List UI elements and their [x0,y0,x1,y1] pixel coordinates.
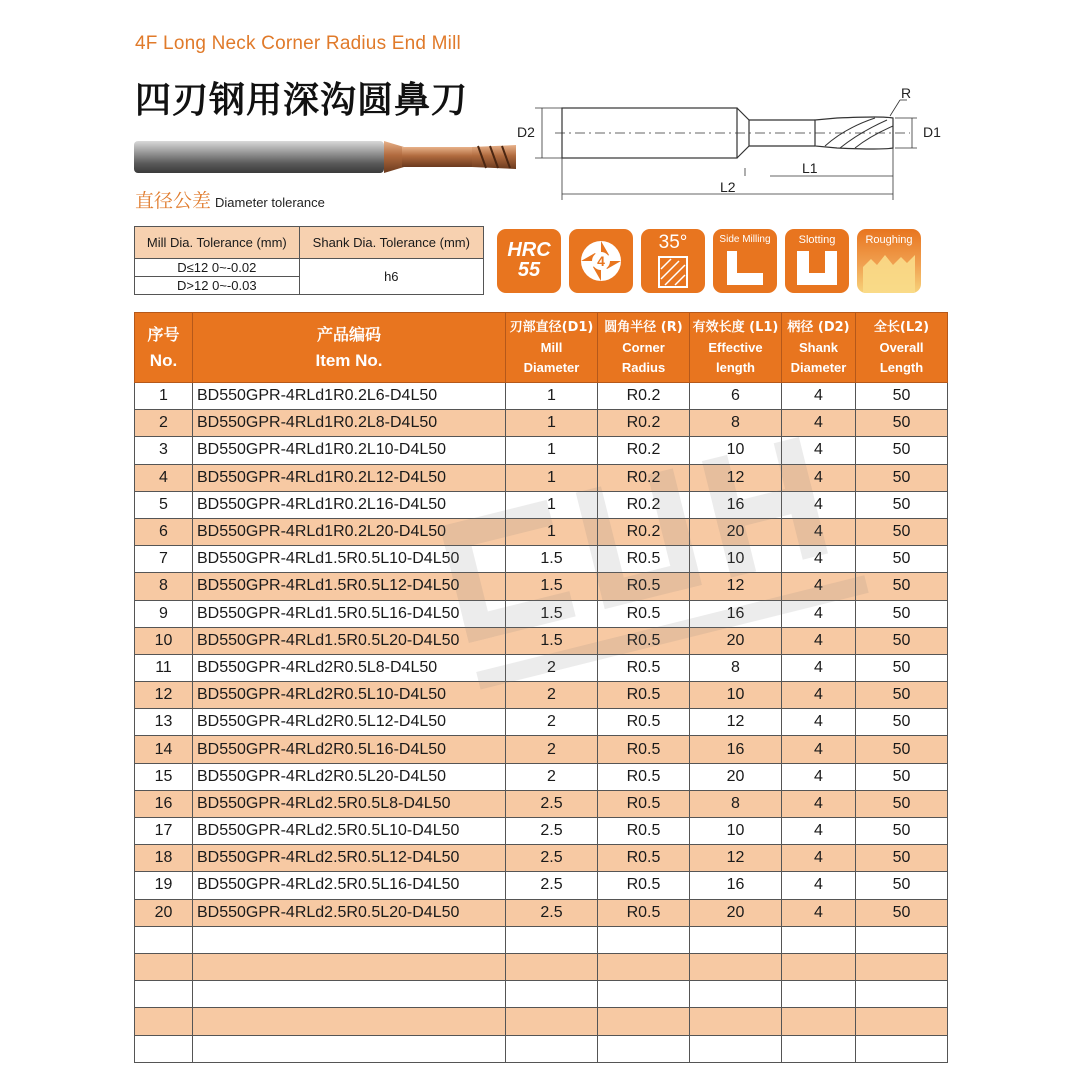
table-row [135,437,948,464]
tolerance-title-en: Diameter tolerance [215,195,325,210]
dimension-drawing [515,80,955,205]
cell-item-no: BD550GPR-4RLd1R0.2L6-D4L50 [193,383,506,410]
table-row [135,682,948,709]
table-row [135,953,948,980]
cell-corner-radius [598,1035,690,1062]
cell-shank-diameter: 4 [782,437,856,464]
tolerance-header-mill: Mill Dia. Tolerance (mm) [135,227,300,259]
cell-overall-length: 50 [856,654,948,681]
cell-no: 17 [135,818,193,845]
cell-effective-length: 8 [690,654,782,681]
cell-item-no: BD550GPR-4RLd2R0.5L20-D4L50 [193,763,506,790]
table-row [135,464,948,491]
cell-no: 10 [135,627,193,654]
table-row [135,899,948,926]
cell-corner-radius: R0.2 [598,437,690,464]
cell-overall-length: 50 [856,518,948,545]
cell-overall-length: 50 [856,410,948,437]
cell-mill-diameter: 2.5 [506,872,598,899]
table-row [135,1008,948,1035]
label-r: R [901,85,912,101]
cell-corner-radius [598,953,690,980]
cell-no [135,926,193,953]
cell-corner-radius: R0.5 [598,600,690,627]
cell-mill-diameter: 2 [506,763,598,790]
table-row [135,736,948,763]
table-row [135,654,948,681]
cell-item-no: BD550GPR-4RLd1R0.2L8-D4L50 [193,410,506,437]
cell-shank-diameter: 4 [782,790,856,817]
cell-corner-radius: R0.2 [598,410,690,437]
cell-corner-radius: R0.2 [598,518,690,545]
cell-effective-length: 12 [690,709,782,736]
cell-mill-diameter [506,1008,598,1035]
helix-angle: 35° [658,232,688,253]
cell-shank-diameter: 4 [782,464,856,491]
header-effective-length: 有效长度 (L1) Effective length [690,313,782,383]
cell-item-no: BD550GPR-4RLd2.5R0.5L16-D4L50 [193,872,506,899]
label-d2: D2 [517,124,535,140]
cell-no: 18 [135,845,193,872]
table-row [135,627,948,654]
table-row [135,763,948,790]
cell-no: 16 [135,790,193,817]
cell-effective-length: 16 [690,736,782,763]
product-table [134,312,948,1063]
cell-overall-length: 50 [856,709,948,736]
cell-mill-diameter [506,953,598,980]
cell-shank-diameter: 4 [782,518,856,545]
slotting-badge [785,229,849,293]
cell-mill-diameter: 1 [506,437,598,464]
cell-corner-radius [598,1008,690,1035]
cell-shank-diameter: 4 [782,845,856,872]
four-flute-icon [569,229,633,293]
flutes-badge [569,229,633,293]
header-mill-diameter: 刃部直径(D1) Mill Diameter [506,313,598,383]
cell-shank-diameter: 4 [782,872,856,899]
table-row [135,491,948,518]
cell-mill-diameter: 2 [506,736,598,763]
cell-shank-diameter: 4 [782,410,856,437]
cell-effective-length: 16 [690,600,782,627]
cell-mill-diameter: 1 [506,410,598,437]
table-row [135,546,948,573]
cell-no: 20 [135,899,193,926]
table-row [135,872,948,899]
cell-no [135,953,193,980]
cell-mill-diameter: 2.5 [506,845,598,872]
cell-corner-radius: R0.5 [598,627,690,654]
table-row [135,818,948,845]
cell-effective-length [690,981,782,1008]
cell-mill-diameter: 1 [506,491,598,518]
tolerance-table [134,226,484,295]
cell-item-no [193,953,506,980]
cell-item-no: BD550GPR-4RLd1R0.2L12-D4L50 [193,464,506,491]
cell-overall-length: 50 [856,464,948,491]
cell-item-no: BD550GPR-4RLd1.5R0.5L16-D4L50 [193,600,506,627]
cell-no [135,1035,193,1062]
cell-overall-length: 50 [856,818,948,845]
cell-shank-diameter: 4 [782,546,856,573]
cell-item-no: BD550GPR-4RLd1.5R0.5L20-D4L50 [193,627,506,654]
cell-overall-length: 50 [856,573,948,600]
helix-icon [641,229,705,293]
table-row [135,410,948,437]
slotting-icon [785,229,849,293]
cell-no: 3 [135,437,193,464]
cell-corner-radius: R0.2 [598,464,690,491]
cell-no: 4 [135,464,193,491]
cell-no: 15 [135,763,193,790]
header-shank-diameter: 柄径 (D2) Shank Diameter [782,313,856,383]
table-row [135,1035,948,1062]
cell-shank-diameter: 4 [782,491,856,518]
cell-item-no [193,1035,506,1062]
cell-shank-diameter: 4 [782,600,856,627]
cell-effective-length: 10 [690,546,782,573]
cell-item-no: BD550GPR-4RLd2R0.5L12-D4L50 [193,709,506,736]
cell-corner-radius: R0.2 [598,491,690,518]
cell-corner-radius: R0.5 [598,763,690,790]
side-milling-label: Side Milling [719,234,771,245]
cell-corner-radius [598,981,690,1008]
cell-no: 5 [135,491,193,518]
hrc-label: HRC [507,239,551,261]
side-milling-badge [713,229,777,293]
tolerance-title-cn: 直径公差 [135,190,212,212]
cell-effective-length: 8 [690,410,782,437]
title-english: 4F Long Neck Corner Radius End Mill [135,33,461,54]
cell-no [135,1008,193,1035]
cell-effective-length: 20 [690,763,782,790]
cell-shank-diameter: 4 [782,654,856,681]
cell-overall-length [856,1008,948,1035]
cell-corner-radius: R0.5 [598,573,690,600]
cell-mill-diameter: 2 [506,654,598,681]
cell-item-no: BD550GPR-4RLd1.5R0.5L12-D4L50 [193,573,506,600]
cell-effective-length: 20 [690,899,782,926]
cell-item-no: BD550GPR-4RLd1R0.2L20-D4L50 [193,518,506,545]
cell-no: 13 [135,709,193,736]
cell-effective-length: 16 [690,491,782,518]
cell-item-no: BD550GPR-4RLd1R0.2L16-D4L50 [193,491,506,518]
cell-effective-length: 20 [690,627,782,654]
header-no: 序号 No. [135,313,193,383]
cell-overall-length: 50 [856,899,948,926]
cell-shank-diameter: 4 [782,899,856,926]
cell-overall-length: 50 [856,383,948,410]
label-l2: L2 [720,179,736,195]
cell-mill-diameter: 2.5 [506,790,598,817]
cell-mill-diameter: 1.5 [506,573,598,600]
cell-corner-radius: R0.2 [598,383,690,410]
cell-effective-length: 10 [690,818,782,845]
cell-mill-diameter: 2.5 [506,818,598,845]
table-row [135,790,948,817]
cell-shank-diameter: 4 [782,709,856,736]
cell-mill-diameter: 1.5 [506,600,598,627]
cell-mill-diameter: 1.5 [506,627,598,654]
cell-effective-length [690,953,782,980]
cell-effective-length: 10 [690,682,782,709]
cell-no: 9 [135,600,193,627]
roughing-icon [857,229,921,293]
cell-item-no [193,926,506,953]
cell-mill-diameter: 1 [506,383,598,410]
cell-no: 2 [135,410,193,437]
cell-corner-radius: R0.5 [598,654,690,681]
end-mill-photo [134,136,516,178]
cell-overall-length: 50 [856,790,948,817]
cell-effective-length: 20 [690,518,782,545]
roughing-label: Roughing [865,234,913,246]
cell-item-no: BD550GPR-4RLd2.5R0.5L10-D4L50 [193,818,506,845]
title-chinese: 四刃钢用深沟圆鼻刀 [135,80,469,121]
table-row [135,926,948,953]
tolerance-title [135,186,325,213]
cell-effective-length: 10 [690,437,782,464]
cell-no: 14 [135,736,193,763]
side-milling-icon [713,229,777,293]
cell-overall-length [856,1035,948,1062]
tolerance-row-2: D>12 0~-0.03 [135,277,300,295]
cell-overall-length: 50 [856,845,948,872]
cell-mill-diameter: 1.5 [506,546,598,573]
cell-mill-diameter: 2.5 [506,899,598,926]
cell-effective-length: 8 [690,790,782,817]
cell-effective-length: 16 [690,872,782,899]
cell-shank-diameter: 4 [782,818,856,845]
cell-shank-diameter [782,1008,856,1035]
cell-item-no: BD550GPR-4RLd2.5R0.5L20-D4L50 [193,899,506,926]
table-row [135,709,948,736]
hrc-badge [497,229,561,293]
cell-item-no: BD550GPR-4RLd2R0.5L16-D4L50 [193,736,506,763]
slotting-label: Slotting [798,234,836,246]
cell-no: 12 [135,682,193,709]
cell-item-no [193,1008,506,1035]
cell-corner-radius: R0.5 [598,818,690,845]
roughing-badge [857,229,921,293]
cell-no: 7 [135,546,193,573]
cell-shank-diameter [782,953,856,980]
header-corner-radius: 圆角半径 (R) Corner Radius [598,313,690,383]
cell-effective-length [690,926,782,953]
cell-mill-diameter: 1 [506,464,598,491]
header-item-no: 产品编码 Item No. [193,313,506,383]
cell-effective-length: 12 [690,573,782,600]
cell-effective-length: 6 [690,383,782,410]
cell-shank-diameter: 4 [782,573,856,600]
cell-shank-diameter: 4 [782,627,856,654]
cell-item-no: BD550GPR-4RLd2.5R0.5L8-D4L50 [193,790,506,817]
cell-corner-radius [598,926,690,953]
cell-shank-diameter: 4 [782,383,856,410]
header-overall-length: 全长(L2) Overall Length [856,313,948,383]
feature-badges [497,229,921,293]
cell-shank-diameter: 4 [782,682,856,709]
cell-overall-length: 50 [856,546,948,573]
cell-shank-diameter [782,926,856,953]
cell-shank-diameter: 4 [782,763,856,790]
table-row [135,518,948,545]
tolerance-header-shank: Shank Dia. Tolerance (mm) [299,227,483,259]
flutes-count: 4 [597,253,605,269]
cell-no: 11 [135,654,193,681]
cell-corner-radius: R0.5 [598,736,690,763]
cell-item-no: BD550GPR-4RLd2.5R0.5L12-D4L50 [193,845,506,872]
cell-corner-radius: R0.5 [598,546,690,573]
cell-overall-length: 50 [856,491,948,518]
cell-overall-length: 50 [856,437,948,464]
table-body [135,383,948,1063]
label-d1: D1 [923,124,941,140]
table-row [135,383,948,410]
cell-corner-radius: R0.5 [598,790,690,817]
table-header-row [135,313,948,383]
cell-item-no: BD550GPR-4RLd2R0.5L8-D4L50 [193,654,506,681]
cell-no: 19 [135,872,193,899]
table-row [135,600,948,627]
table-row [135,573,948,600]
cell-shank-diameter [782,1035,856,1062]
cell-corner-radius: R0.5 [598,899,690,926]
cell-corner-radius: R0.5 [598,845,690,872]
cell-item-no: BD550GPR-4RLd1R0.2L10-D4L50 [193,437,506,464]
cell-corner-radius: R0.5 [598,872,690,899]
tolerance-row-1: D≤12 0~-0.02 [135,259,300,277]
cell-shank-diameter: 4 [782,736,856,763]
cell-overall-length [856,981,948,1008]
cell-no: 1 [135,383,193,410]
cell-no: 8 [135,573,193,600]
cell-effective-length: 12 [690,845,782,872]
cell-no [135,981,193,1008]
cell-mill-diameter [506,1035,598,1062]
label-l1: L1 [802,160,818,176]
helix-badge [641,229,705,293]
cell-corner-radius: R0.5 [598,682,690,709]
cell-mill-diameter: 2 [506,709,598,736]
table-row [135,981,948,1008]
cell-overall-length: 50 [856,872,948,899]
cell-shank-diameter [782,981,856,1008]
cell-mill-diameter [506,981,598,1008]
table-row [135,845,948,872]
tolerance-shank-value: h6 [299,259,483,295]
cell-effective-length: 12 [690,464,782,491]
cell-overall-length [856,926,948,953]
cell-item-no: BD550GPR-4RLd1.5R0.5L10-D4L50 [193,546,506,573]
cell-item-no: BD550GPR-4RLd2R0.5L10-D4L50 [193,682,506,709]
cell-overall-length: 50 [856,736,948,763]
cell-no: 6 [135,518,193,545]
cell-item-no [193,981,506,1008]
cell-overall-length [856,953,948,980]
cell-mill-diameter: 2 [506,682,598,709]
cell-corner-radius: R0.5 [598,709,690,736]
cell-mill-diameter: 1 [506,518,598,545]
cell-overall-length: 50 [856,682,948,709]
cell-mill-diameter [506,926,598,953]
cell-overall-length: 50 [856,763,948,790]
cell-overall-length: 50 [856,600,948,627]
cell-effective-length [690,1008,782,1035]
cell-effective-length [690,1035,782,1062]
hrc-value: 55 [517,259,541,281]
cell-overall-length: 50 [856,627,948,654]
